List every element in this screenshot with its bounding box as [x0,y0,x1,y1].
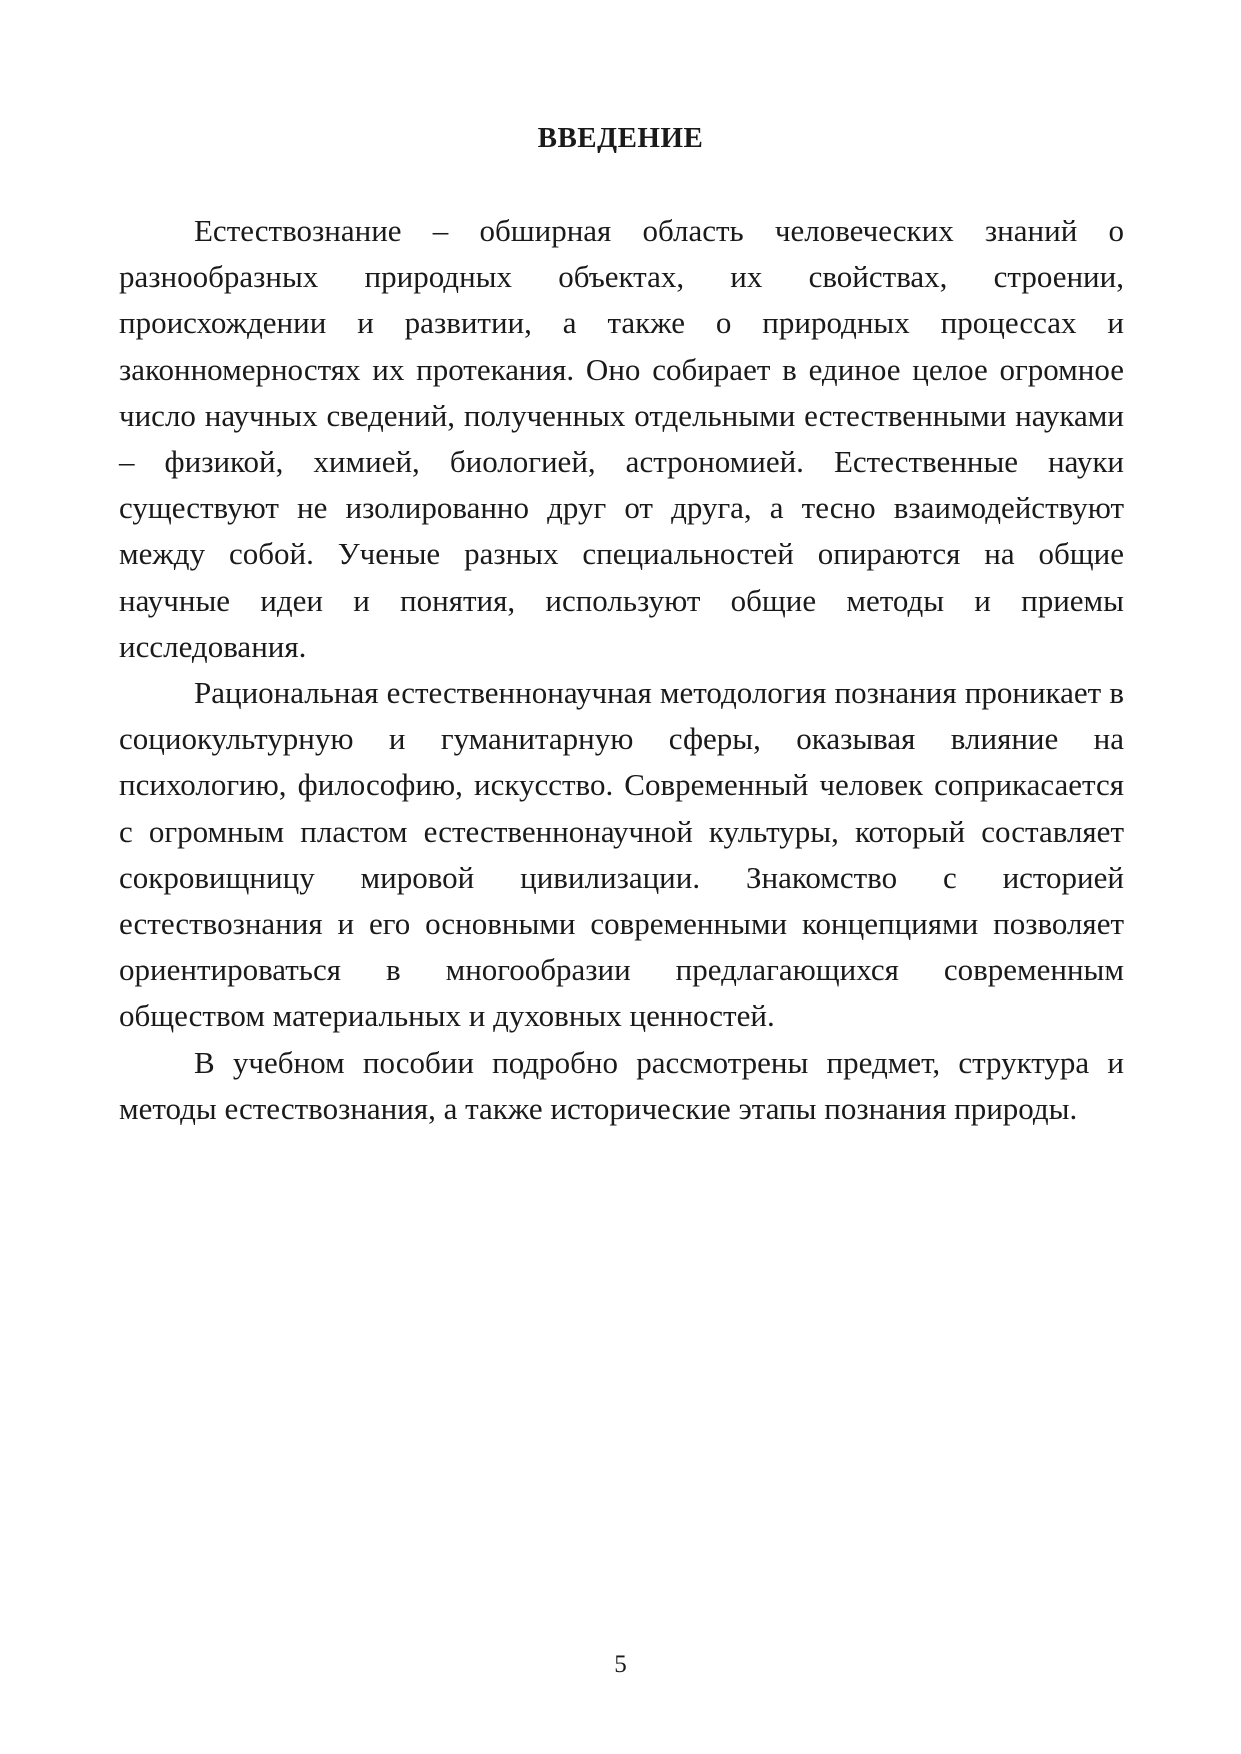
section-heading: ВВЕДЕНИЕ [537,122,704,154]
paragraph-3: В учебном пособии подробно рассмотрены предмет, структура и методы естествознания, а также исторические этапы познания природы. [119,1044,1124,1126]
page-number: 5 [614,1651,627,1678]
body-text [119,208,1124,1132]
paragraph-1: Естествознание – обширная область человеческих знаний о разнообразных природных объектах, их свойствах, строении, происхождении и развитии, а также о природных процессах и законномерностях их протекания. Оно собирает в единое целое огромное число научных сведений, полученных отдельными естественными науками – физикой, химией, биологией, астрономией. Естественные науки существуют не изолированно друг от друга, а тесно взаимодействуют между собой. Ученые разных специальностей опираются на общие научные идеи и понятия, используют общие методы и приемы исследования. [119,213,1124,664]
paragraph-2: Рациональная естественнонаучная методология познания проникает в социокультурную и гуманитарную сферы, оказывая влияние на психологию, философию, искусство. Современный человек соприкасается с огромным пластом естественнонаучной культуры, который составляет сокровищницу мировой цивилизации. Знакомство с историей естествознания и его основными современными концепциями позволяет ориентироваться в многообразии предлагающихся современным обществом материальных и духовных ценностей. [119,675,1124,1034]
